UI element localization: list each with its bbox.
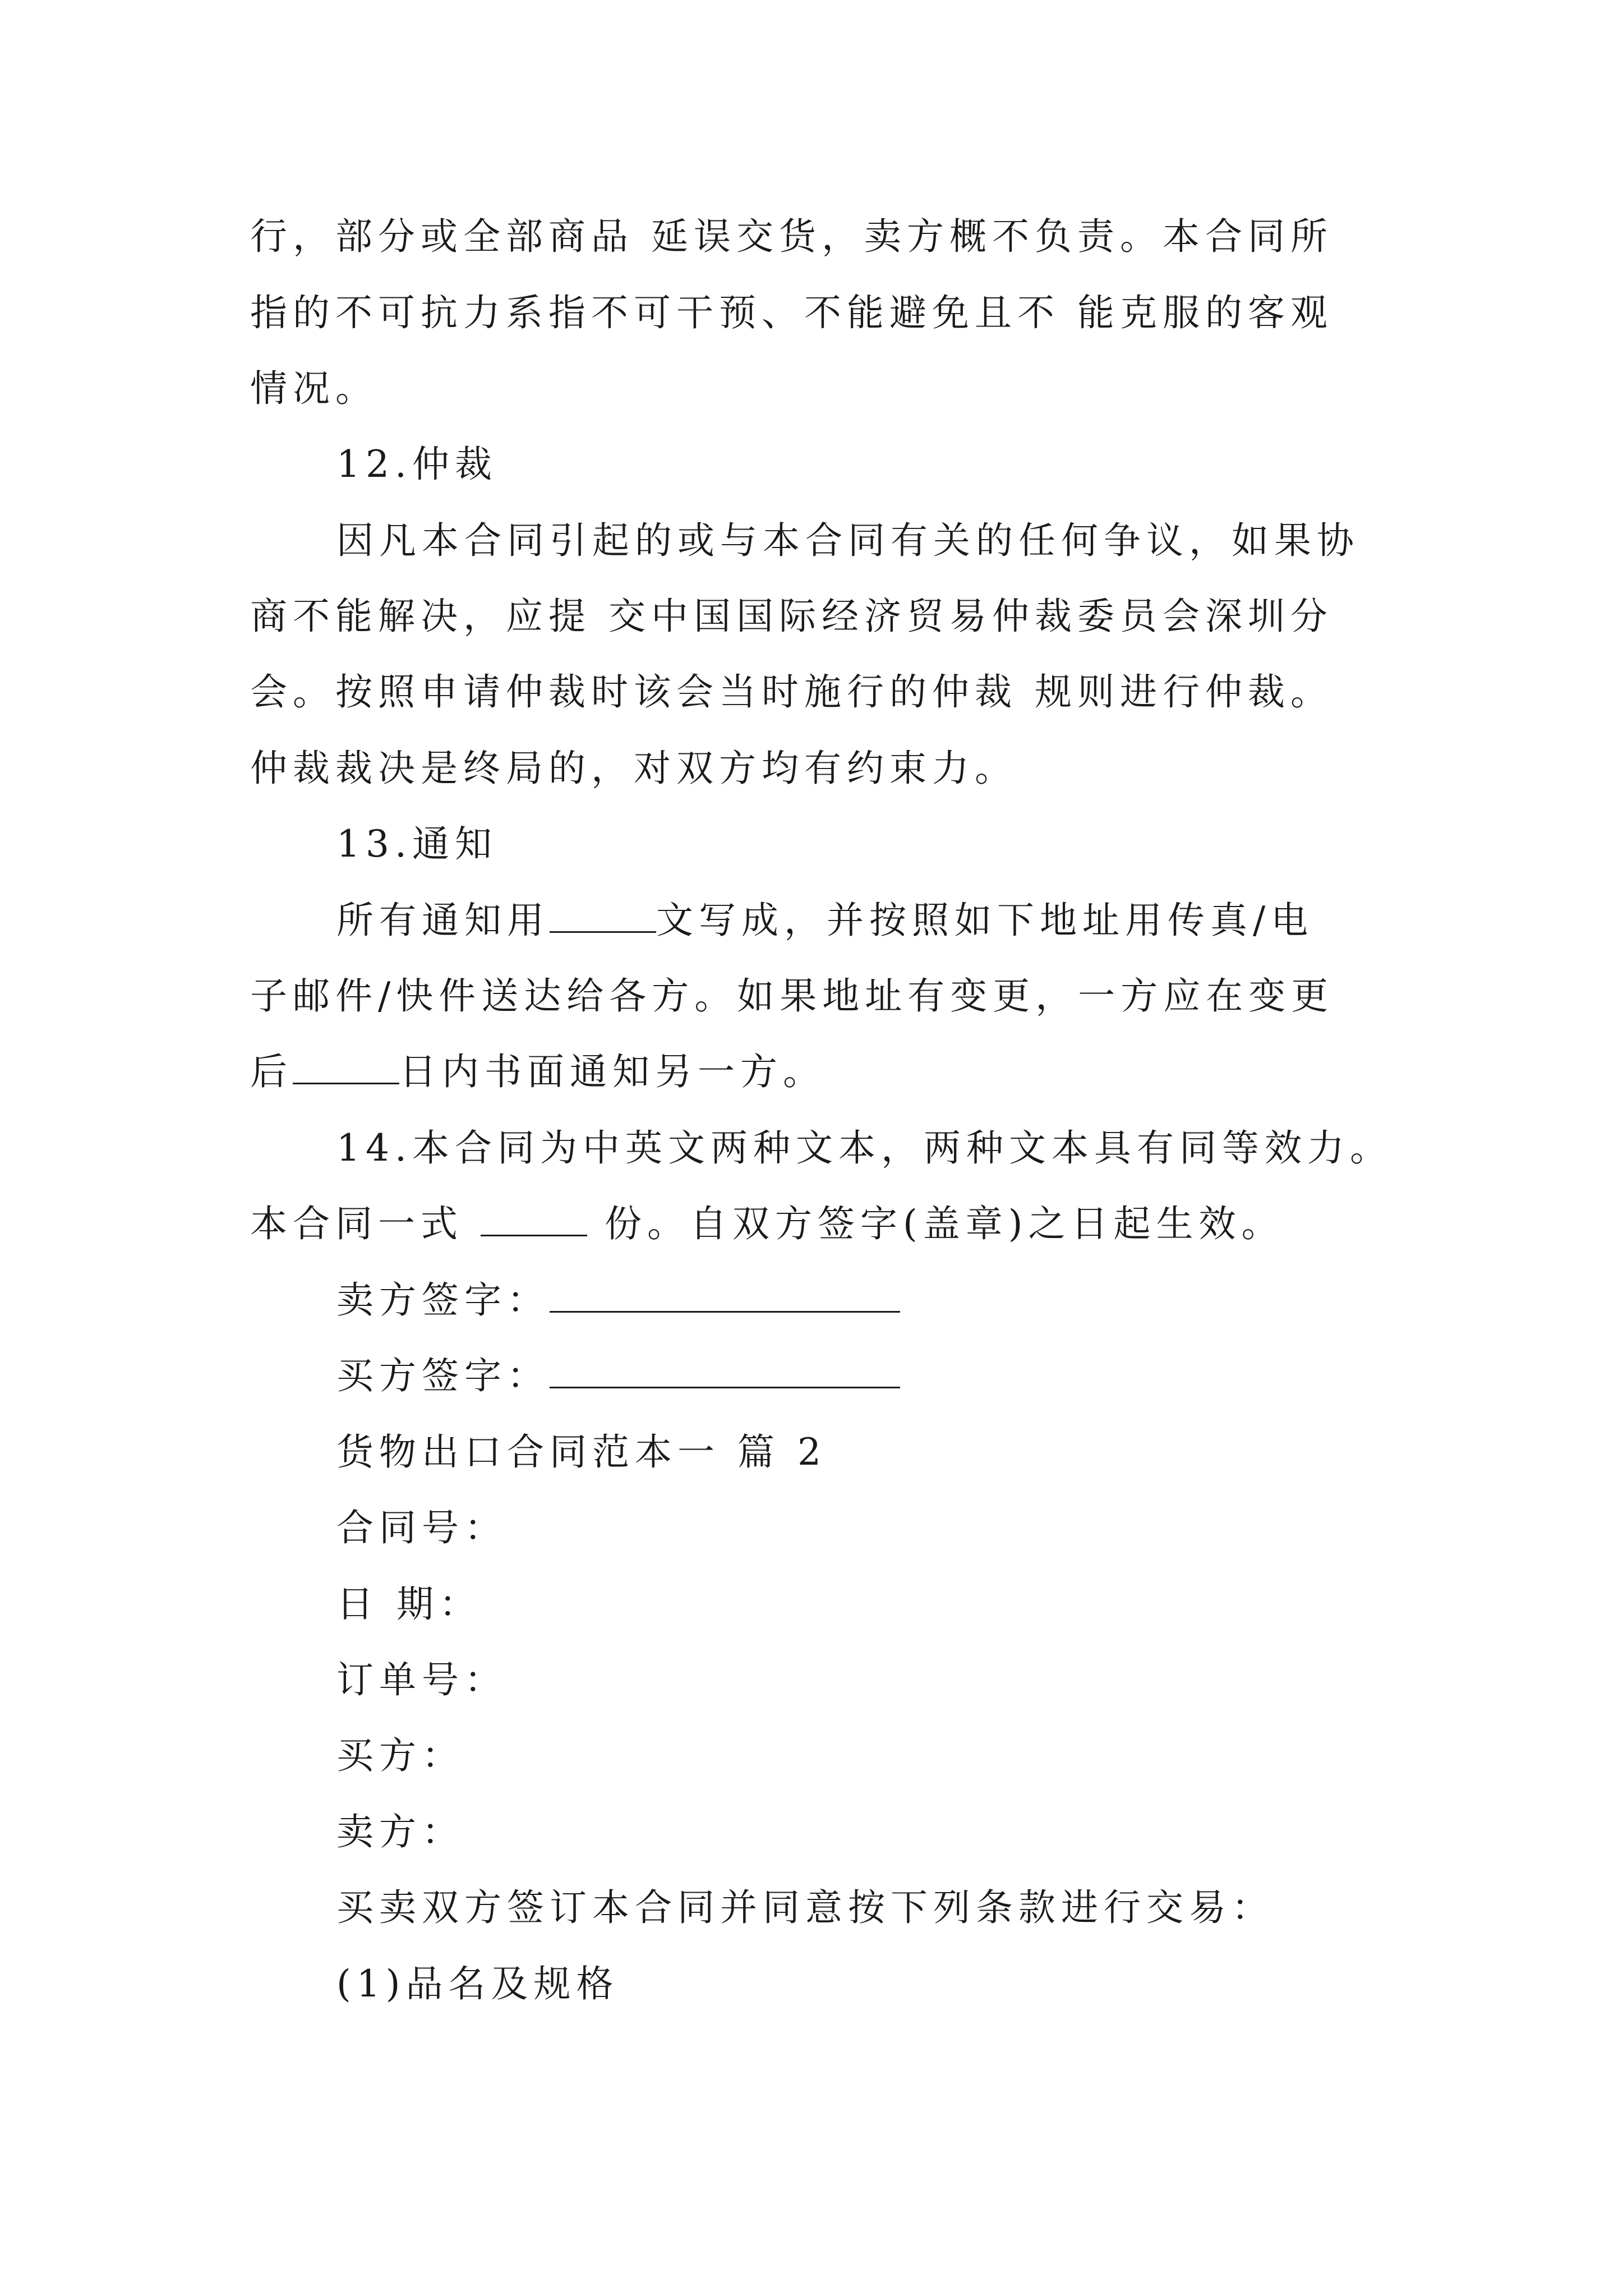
buyer-label: 买方： xyxy=(336,1734,464,1777)
contract-number-label: 合同号： xyxy=(336,1506,507,1549)
section-12-heading: 12.仲裁 xyxy=(336,443,497,486)
arbitration-line-4: 仲裁裁决是终局的，对双方均有约束力。 xyxy=(250,747,1017,790)
seller-signature-line xyxy=(336,1276,900,1325)
buyer-signature-label: 买方签字： xyxy=(336,1354,550,1397)
force-majeure-line-3: 情况。 xyxy=(250,367,378,410)
force-majeure-line-2: 指的不可抗力系指不可干预、不能避免且不 能克服的客观 xyxy=(250,291,1333,334)
copies-label: 本合同一式 xyxy=(250,1202,463,1245)
notice-line-1-start: 所有通知用 xyxy=(336,899,550,942)
date-label: 日 期： xyxy=(336,1582,482,1626)
seller-signature-label: 卖方签字： xyxy=(336,1278,550,1322)
order-number-label: 订单号： xyxy=(336,1658,507,1701)
section-13-heading: 13.通知 xyxy=(336,822,497,866)
arbitration-line-2: 商不能解决，应提 交中国国际经济贸易仲裁委员会深圳分 xyxy=(250,595,1333,638)
language-blank xyxy=(550,898,656,933)
copies-blank xyxy=(481,1201,587,1236)
section-14-line-1: 14.本合同为中英文两种文本，两种文本具有同等效力。 xyxy=(336,1126,1393,1170)
notice-line-3 xyxy=(250,1047,826,1097)
seller-signature-blank xyxy=(550,1277,900,1313)
notice-line-1-end: 文写成，并按照如下地址用传真/电 xyxy=(656,899,1314,942)
notice-line-2: 子邮件/快件送达给各方。如果地址有变更，一方应在变更 xyxy=(250,974,1334,1018)
buyer-signature-blank xyxy=(550,1353,900,1388)
copies-rest: 份。自双方签字(盖章)之日起生效。 xyxy=(604,1202,1284,1245)
section-14-line-2 xyxy=(250,1199,1284,1249)
notice-line-1 xyxy=(336,896,1313,945)
template-2-title: 货物出口合同范本一 篇 2 xyxy=(336,1430,827,1474)
notice-line-3-start: 后 xyxy=(250,1050,293,1093)
days-blank xyxy=(293,1049,399,1084)
seller-label: 卖方： xyxy=(336,1810,464,1853)
agreement-statement: 买卖双方签订本合同并同意按下列条款进行交易： xyxy=(336,1886,1274,1929)
arbitration-line-3: 会。按照申请仲裁时该会当时施行的仲裁 规则进行仲裁。 xyxy=(250,670,1333,714)
item-1-heading: (1)品名及规格 xyxy=(336,1962,619,2005)
arbitration-line-1: 因凡本合同引起的或与本合同有关的任何争议，如果协 xyxy=(336,519,1359,562)
buyer-signature-line xyxy=(336,1351,900,1401)
force-majeure-line-1: 行，部分或全部商品 延误交货，卖方概不负责。本合同所 xyxy=(250,215,1333,258)
notice-line-3-end: 日内书面通知另一方。 xyxy=(399,1050,826,1093)
